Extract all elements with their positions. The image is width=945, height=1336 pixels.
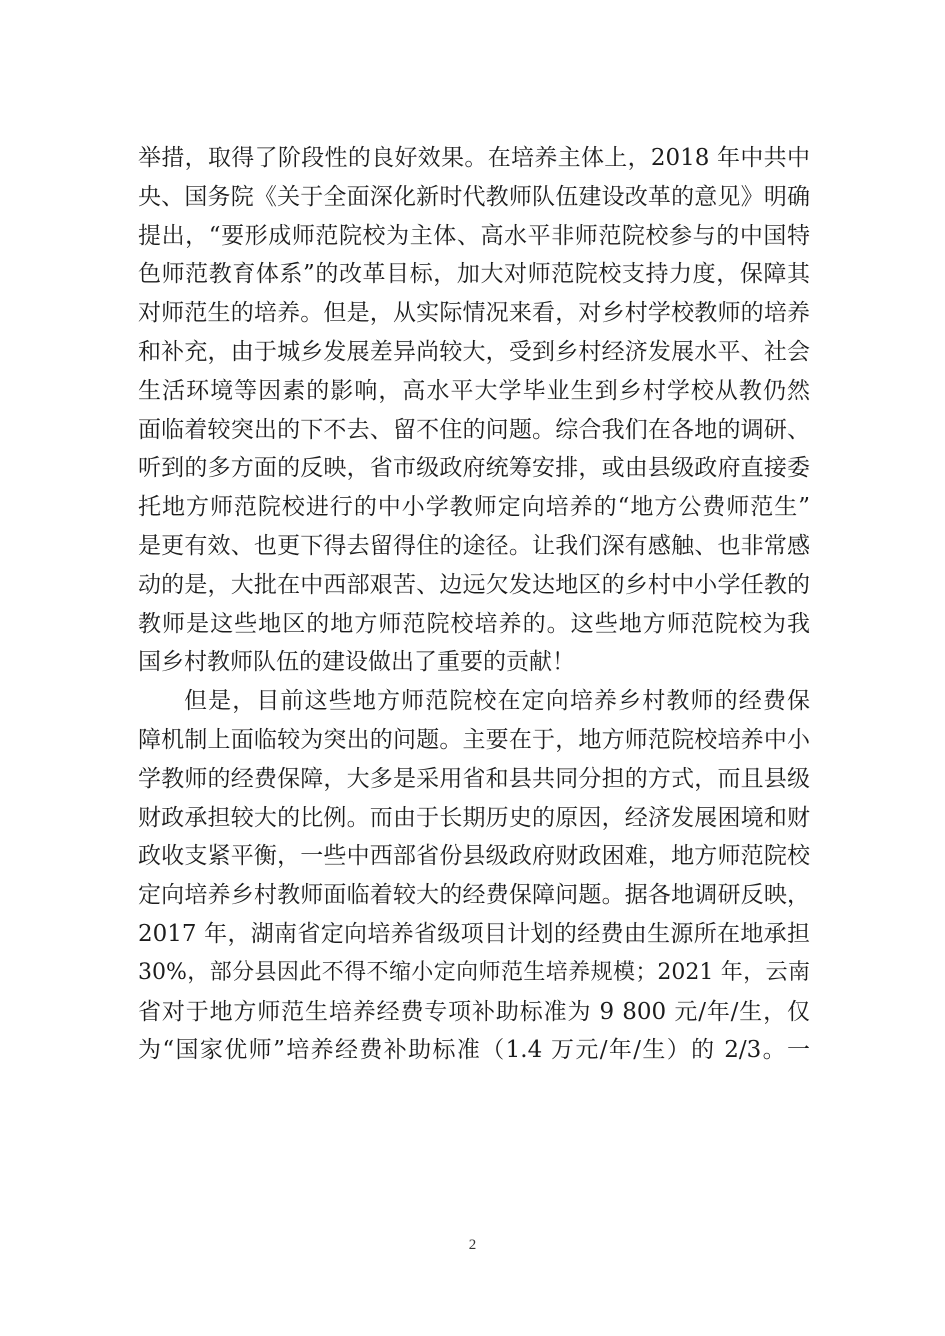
text-line: 障机制上面临较为突出的问题。主要在于，地方师范院校培养中小 [138,726,810,753]
text-line: 对师范生的培养。但是，从实际情况来看，对乡村学校教师的培养 [138,300,810,327]
text-line: 政收支紧平衡，一些中西部省份县级政府财政困难，地方师范院校 [138,843,810,870]
text-line: 动的是，大批在中西部艰苦、边远欠发达地区的乡村中小学任教的 [138,571,810,598]
text-line: 和补充，由于城乡发展差异尚较大，受到乡村经济发展水平、社会 [138,338,810,365]
text-line: 听到的多方面的反映，省市级政府统筹安排，或由县级政府直接委 [138,455,810,482]
text-line: 为“国家优师”培养经费补助标准（1.4 万元/年/生）的 2/3。一 [138,1037,810,1064]
text-line: 举措，取得了阶段性的良好效果。在培养主体上，2018 年中共中 [138,145,810,171]
text-line: 学教师的经费保障，大多是采用省和县共同分担的方式，而且县级 [138,765,810,792]
paragraph-1 [138,139,810,682]
text-line: 2017 年，湖南省定向培养省级项目计划的经费由生源所在地承担 [138,920,810,947]
body-text [138,139,810,1070]
text-line: 生活环境等因素的影响，高水平大学毕业生到乡村学校从教仍然 [138,377,810,404]
text-line: 定向培养乡村教师面临着较大的经费保障问题。据各地调研反映， [138,882,810,909]
text-line: 教师是这些地区的地方师范院校培养的。这些地方师范院校为我 [138,610,810,637]
text-line: 托地方师范院校进行的中小学教师定向培养的“地方公费师范生” [138,494,810,521]
text-line: 30%，部分县因此不得不缩小定向师范生培养规模；2021 年，云南 [138,959,810,985]
text-line: 是更有效、也更下得去留得住的途径。让我们深有感触、也非常感 [138,532,810,559]
text-line: 但是，目前这些地方师范院校在定向培养乡村教师的经费保 [184,688,810,715]
text-line: 省对于地方师范生培养经费专项补助标准为 9 800 元/年/生，仅 [138,998,810,1025]
text-line: 面临着较突出的下不去、留不住的问题。综合我们在各地的调研、 [138,416,810,443]
text-line: 色师范教育体系”的改革目标，加大对师范院校支持力度，保障其 [138,261,810,288]
text-line: 央、国务院《关于全面深化新时代教师队伍建设改革的意见》明确 [138,183,810,210]
text-line: 财政承担较大的比例。而由于长期历史的原因，经济发展困境和财 [138,804,810,831]
text-line: 国乡村教师队伍的建设做出了重要的贡献！ [138,649,575,676]
paragraph-2 [138,682,810,1070]
text-line: 提出，“要形成师范院校为主体、高水平非师范院校参与的中国特 [138,222,810,249]
page-number: 2 [468,1237,477,1253]
